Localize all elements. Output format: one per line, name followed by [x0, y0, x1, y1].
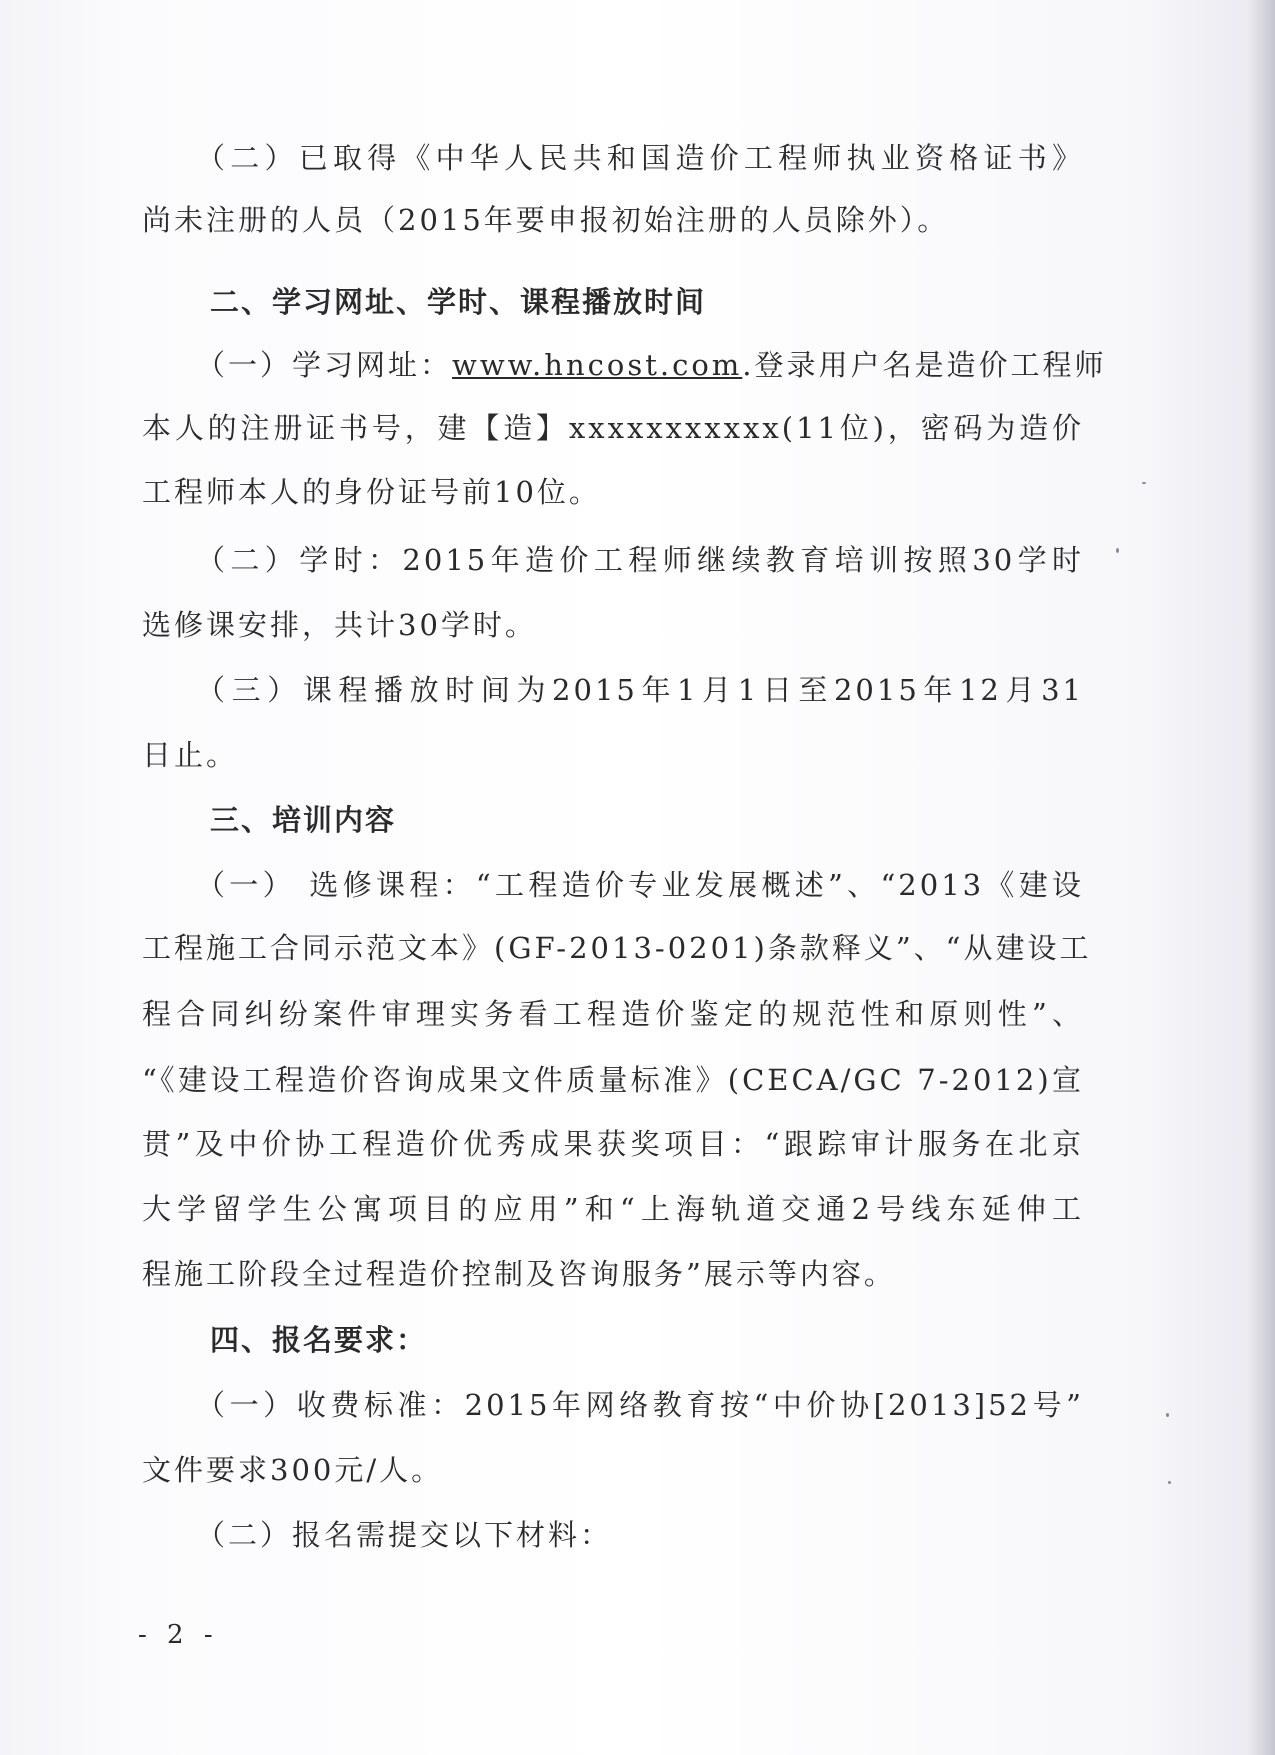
scan-speck	[1116, 548, 1119, 553]
paragraph-line: 选修课安排，共计30学时。	[142, 608, 537, 642]
paragraph-line	[196, 345, 1107, 385]
paragraph-line: 文件要求300元/人。	[142, 1453, 444, 1487]
section-heading-3: 三、培训内容	[210, 803, 397, 837]
paragraph-line: 工程师本人的身份证号前10位。	[142, 475, 601, 509]
paragraph-line: 日止。	[142, 738, 239, 772]
paragraph-line: （一） 选修课程：“工程造价专业发展概述”、“2013《建设	[196, 868, 1084, 902]
paragraph-line: 大学留学生公寓项目的应用”和“上海轨道交通2号线东延伸工	[142, 1192, 1084, 1226]
paragraph-line: （二）已取得《中华人民共和国造价工程师执业资格证书》	[196, 141, 1084, 175]
paragraph-line: 本人的注册证书号，建【造】xxxxxxxxxxx(11位)，密码为造价	[142, 411, 1084, 445]
paragraph-line: （二）报名需提交以下材料：	[196, 1518, 613, 1552]
paragraph-line: 贯”及中价协工程造价优秀成果获奖项目：“跟踪审计服务在北京	[142, 1127, 1084, 1161]
section-heading-4: 四、报名要求：	[210, 1323, 428, 1357]
study-website-link[interactable]: www.hncost.com	[452, 348, 743, 382]
login-info-text: .登录用户名是造价工程师	[742, 348, 1107, 382]
page-number: - 2 -	[138, 1620, 219, 1650]
section-heading-2: 二、学习网址、学时、课程播放时间	[210, 285, 707, 319]
scan-speck	[1142, 482, 1146, 484]
paragraph-line: （三）课程播放时间为2015年1月1日至2015年12月31	[196, 673, 1084, 707]
paragraph-line: 尚未注册的人员（2015年要申报初始注册的人员除外）。	[142, 203, 950, 237]
paragraph-line: （一）收费标准：2015年网络教育按“中价协[2013]52号”	[196, 1388, 1084, 1422]
paragraph-line: （二）学时：2015年造价工程师继续教育培训按照30学时	[196, 543, 1084, 577]
paragraph-line: “《建设工程造价咨询成果文件质量标准》(CECA/GC 7-2012)宣	[142, 1063, 1084, 1097]
paragraph-line: 程合同纠纷案件审理实务看工程造价鉴定的规范性和原则性”、	[142, 997, 1084, 1031]
scan-speck	[1166, 1413, 1169, 1417]
paragraph-line: 工程施工合同示范文本》(GF-2013-0201)条款释义”、“从建设工	[142, 931, 1092, 965]
label-study-url: （一）学习网址：	[196, 348, 453, 382]
scan-speck	[1168, 1481, 1171, 1484]
paragraph-line: 程施工阶段全过程造价控制及咨询服务”展示等内容。	[142, 1257, 896, 1291]
